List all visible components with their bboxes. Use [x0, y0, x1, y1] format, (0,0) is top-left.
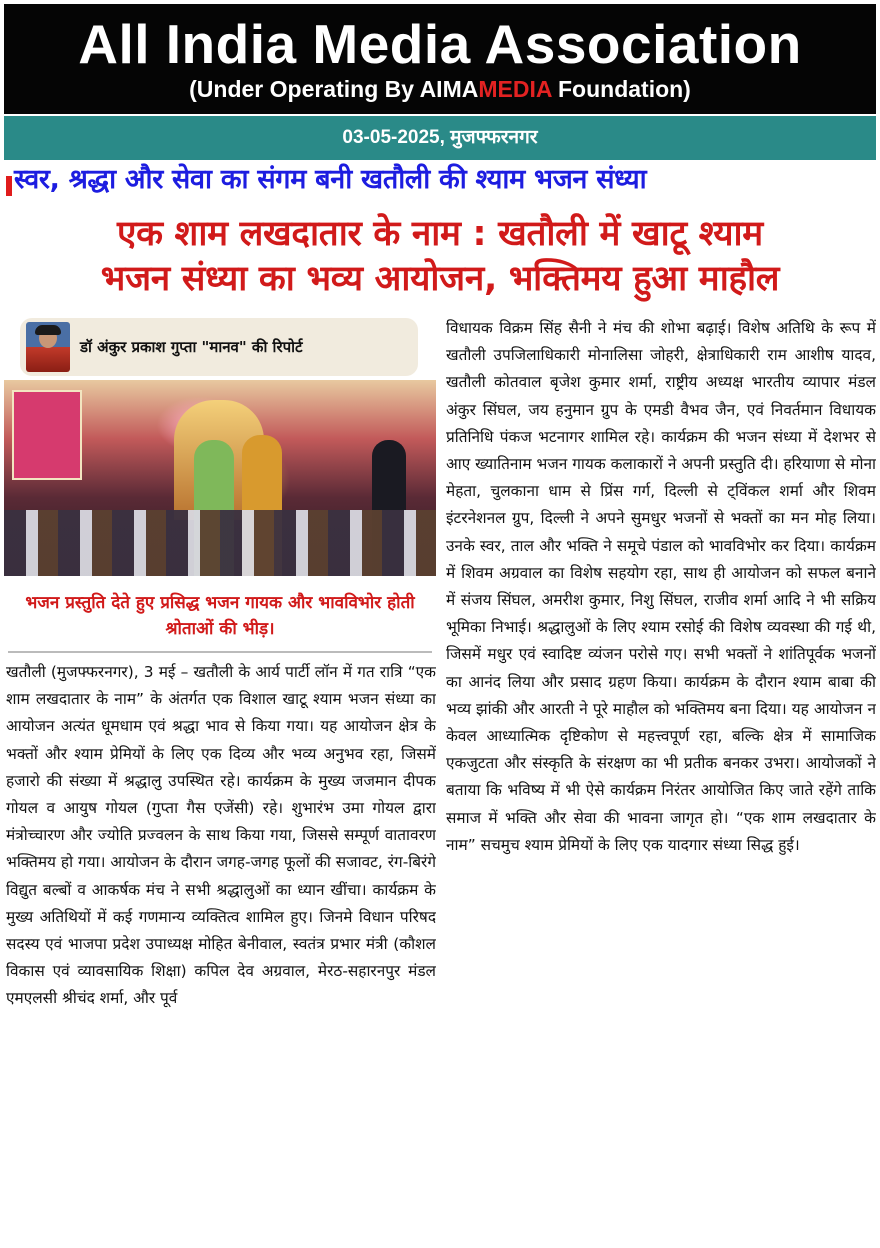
- masthead-title: All India Media Association: [78, 13, 802, 75]
- photo-banner: [12, 390, 82, 480]
- headline-line-1: एक शाम लखदातार के नाम : खतौली में खाटू श्याम: [117, 214, 763, 254]
- masthead-subtitle: [4, 74, 876, 104]
- subheadline-text: स्वर, श्रद्धा और सेवा का संगम बनी खतौली की श्याम भजन संध्या: [14, 164, 647, 195]
- masthead: [4, 4, 876, 114]
- reporter-avatar-icon: [26, 322, 70, 372]
- article-left-column: खतौली (मुजफ्फरनगर), 3 मई – खतौली के आर्य पार्टी लॉन में गत रात्रि “एक शाम लखदातार के नाम” के अंतर्गत एक विशाल खाटू श्याम भजन संध्या का आयोजन अत्यंत धूमधाम एवं श्रद्धा भाव से किया गया। यह आयोजन क्षेत्र के भक्तों और श्याम प्रेमियों के लिए एक दिव्य और भव्य अनुभव रहा, जिसमें हजारो की संख्या में श्रद्धालु उपस्थित रहे। कार्यक्रम के मुख्य जजमान दीपक गोयल व आयुष गोयल (गुप्ता गैस एजेंसी) रहे। शुभारंभ उमा गोयल द्वारा मंत्रोच्चारण और ज्योति प्रज्वलन के साथ किया गया, जिससे सम्पूर्ण वातावरण भक्तिमय हो गया। आयोजन के दौरान जगह-जगह फूलों की सजावट, रंग-बिरंगे विद्युत बल्बों व आकर्षक मंच ने सभी श्रद्धालुओं का ध्यान खींचा। कार्यक्रम के मुख्य अतिथियों में कई गणमान्य व्यक्तित्व शामिल हुए। जिनमे विधान परिषद सदस्य एवं भाजपा प्रदेश उपाध्यक्ष मोहित बेनीवाल, स्वतंत्र प्रभार मंत्री (कौशल विकास एवं व्यावसायिक शिक्षा) कपिल देव अग्रवाल, मेरठ-सहारनपुर मंडल एमएलसी श्रीचंद शर्मा, और पूर्व: [6, 663, 436, 1008]
- photo-crowd: [4, 510, 436, 576]
- subheadline: [4, 162, 876, 200]
- masthead-subtitle-accent: MEDIA: [478, 76, 552, 102]
- masthead-subtitle-suffix: Foundation): [551, 76, 691, 102]
- subheadline-marker: [6, 176, 12, 196]
- reporter-byline-box: [20, 318, 418, 376]
- article-right-column: विधायक विक्रम सिंह सैनी ने मंच की शोभा बढ़ाई। विशेष अतिथि के रूप में खतौली उपजिलाधिकारी मोनालिसा जोहरी, क्षेत्राधिकारी राम आशीष यादव, खतौली कोतवाल बृजेश कुमार शर्मा, राष्ट्रीय अध्यक्ष भारतीय व्यापार मंडल अंकुर सिंघल, जय हनुमान ग्रुप के एमडी वैभव जैन, एवं निवर्तमान विधायक प्रतिनिधि पंकज भटनागर शामिल रहे। कार्यक्रम की भजन संध्या में देशभर से आए ख्यातिनाम भजन गायक कलाकारों ने अपनी प्रस्तुति दी। हरियाणा से मोना मेहता, चुलकाना धाम से प्रिंस गर्ग, दिल्ली से ट्विंकल शर्मा और शिवम इंटरनेशनल ग्रुप, दिल्ली ने अपने सुमधुर भजनों से भक्तों का मन मोह लिया। उनके स्वर, ताल और भक्ति ने समूचे पंडाल को भावविभोर कर दिया। कार्यक्रम में शिवम अग्रवाल का विशेष सहयोग रहा, साथ ही आयोजन को सफल बनाने में संजय सिंघल, अमरीश कुमार, निशु सिंघल, राजीव शर्मा आदि ने भी सक्रिय भूमिका निभाई। श्रद्धालुओं के लिए श्याम रसोई की विशेष व्यवस्था की गई थी, जिसमें मधुर एवं स्वादिष्ट व्यंजन परोसे गए। सभी भक्तों ने शांतिपूर्वक भजनों का आनंद लिया और प्रसाद ग्रहण किया। कार्यक्रम के दौरान श्याम बाबा की भव्य झांकी और आरती ने पूरे माहौल को भक्तिमय बना दिया। यह आयोजन न केवल आध्यात्मिक दृष्टिकोण से महत्त्वपूर्ण रहा, बल्कि क्षेत्र में सामाजिक एकजुटता और संस्कृति के संरक्षण का भी प्रतीक बनकर उभरा। आयोजकों ने बताया कि भविष्य में भी ऐसे कार्यक्रम निरंतर आयोजित किए जाते रहेंगे ताकि समाज में भक्ति और सेवा की भावना जागृत हो। “एक शाम लखदातार के नाम” सचमुच श्याम प्रेमियों के लिए एक यादगार संध्या सिद्ध हुई।: [446, 319, 876, 854]
- caption-divider: [8, 651, 432, 653]
- bhajan-stage-photo-icon: [4, 380, 436, 576]
- dateline: 03-05-2025, मुजफ्फरनगर: [4, 116, 876, 160]
- reporter-byline: डॉ अंकुर प्रकाश गुप्ता "मानव" की रिपोर्ट: [80, 338, 303, 356]
- masthead-subtitle-prefix: (Under Operating By AIMA: [189, 76, 479, 102]
- photo-caption: भजन प्रस्तुति देते हुए प्रसिद्ध भजन गायक और भावविभोर होती श्रोताओं की भीड़।: [25, 593, 415, 639]
- headline: [4, 212, 876, 302]
- headline-line-2: भजन संध्या का भव्य आयोजन, भक्तिमय हुआ माहौल: [100, 259, 780, 299]
